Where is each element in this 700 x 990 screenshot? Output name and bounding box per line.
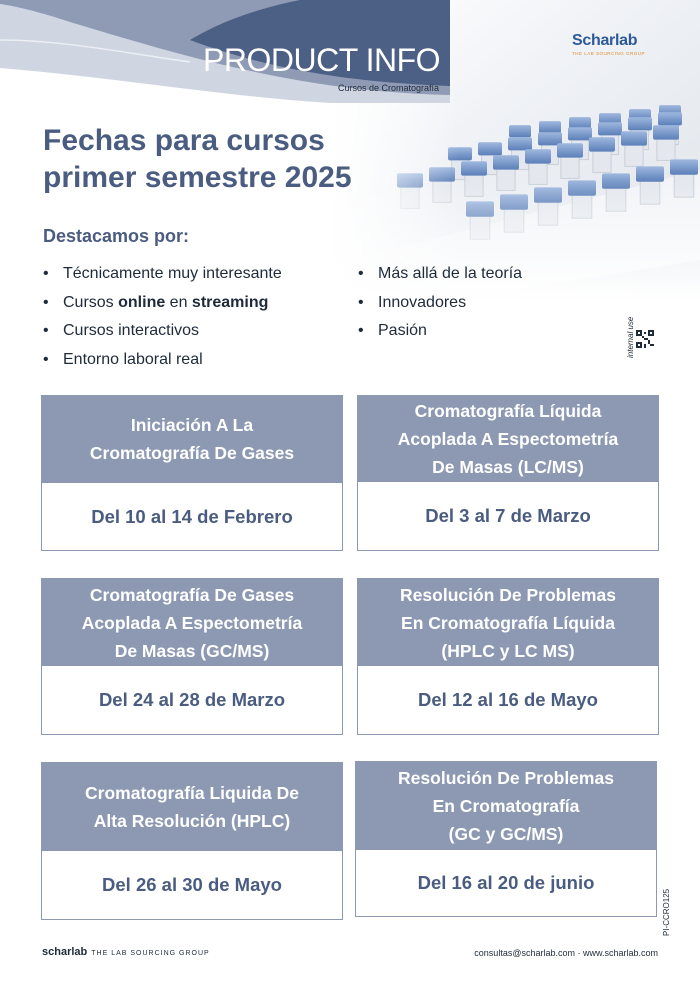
qr-code-icon <box>636 330 654 348</box>
footer-brand-group: THE LAB SOURCING GROUP <box>91 950 210 957</box>
logo-name: Scharlab <box>572 32 638 49</box>
course-date: Del 10 al 14 de Febrero <box>42 482 342 550</box>
document-code: PI-CCRO125 <box>662 888 671 936</box>
course-title: Cromatografía Líquida Acoplada A Espectometría De Masas (LC/MS) <box>358 396 658 482</box>
list-item: • Pasión <box>358 320 522 349</box>
list-item: • Técnicamente muy interesante <box>43 263 282 292</box>
page-title <box>43 122 352 196</box>
course-date: Del 16 al 20 de junio <box>417 872 595 893</box>
footer-brand <box>42 946 210 958</box>
course-date: Del 24 al 28 de Marzo <box>98 689 286 710</box>
list-item: • Innovadores <box>358 292 522 321</box>
course-date: Del 3 al 7 de Marzo <box>425 505 591 526</box>
course-title: Resolución De Problemas En Cromatografía Líquida (HPLC y LC MS) <box>358 579 658 666</box>
product-info-subtitle: Cursos de Cromatografía <box>337 83 439 93</box>
highlights-list-left <box>43 263 282 377</box>
course-card <box>355 761 657 917</box>
title-line-2: primer semestre 2025 <box>43 161 352 194</box>
list-item: • Más allá de la teoría <box>358 263 522 292</box>
course-date: Del 26 al 30 de Mayo <box>102 874 282 895</box>
list-item: • Entorno laboral real <box>43 349 282 378</box>
course-card <box>41 395 343 551</box>
course-title: Cromatografía Liquida De Alta Resolución (HPLC) <box>42 763 342 851</box>
internal-use-label: internal use <box>626 316 635 358</box>
course-date: Del 12 al 16 de Mayo <box>418 689 598 710</box>
footer-brand-name: scharlab <box>42 946 88 958</box>
title-line-1: Fechas para cursos <box>43 124 325 157</box>
footer-contact[interactable]: consultas@scharlab.com · www.scharlab.com <box>474 948 658 958</box>
logo-tagline: THE LAB SOURCING GROUP <box>572 51 646 56</box>
product-info-title: PRODUCT INFO <box>203 42 440 78</box>
highlights-list-right <box>358 263 522 349</box>
course-card <box>357 395 659 551</box>
scharlab-logo <box>572 32 672 56</box>
list-item: • Cursos interactivos <box>43 320 282 349</box>
course-card <box>357 578 659 735</box>
course-title: Cromatografía De Gases Acoplada A Espectometría De Masas (GC/MS) <box>42 579 342 666</box>
course-title: Iniciación A La Cromatografía De Gases <box>42 396 342 482</box>
course-card <box>41 578 343 735</box>
list-item-online: • Cursos online en streaming <box>43 292 282 321</box>
course-card <box>41 762 343 920</box>
course-title: Resolución De Problemas En Cromatografía (GC y GC/MS) <box>356 762 656 850</box>
highlights-heading: Destacamos por: <box>43 226 190 246</box>
